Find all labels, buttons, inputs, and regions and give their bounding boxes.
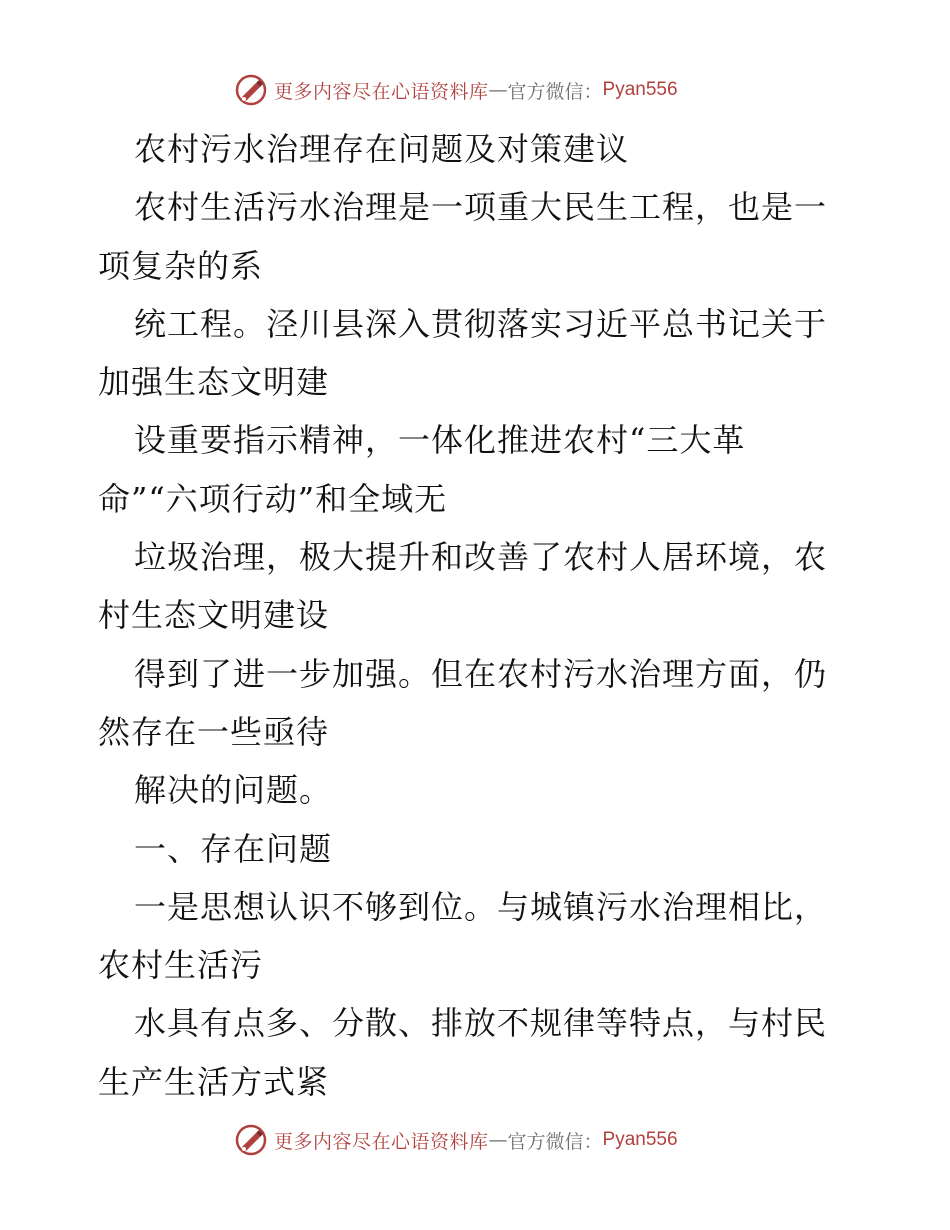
banner-wechat-label: 官方微信： xyxy=(507,80,603,103)
doc-line: 解决的问题。 xyxy=(134,771,333,810)
banner-wechat-id: Pyan556 xyxy=(602,1129,678,1150)
pen-logo-icon xyxy=(234,73,268,107)
document-body xyxy=(98,120,858,1111)
doc-line: 设重要指示精神，一体化推进农村“三大革 xyxy=(134,421,746,460)
doc-line: 村生态文明建设 xyxy=(98,596,330,635)
header-banner xyxy=(234,72,678,108)
banner-brand: 更多内容尽在心语资料库 xyxy=(274,80,489,103)
doc-line: 垃圾治理，极大提升和改善了农村人居环境，农 xyxy=(134,538,828,577)
doc-line: 水具有点多、分散、排放不规律等特点，与村民 xyxy=(134,1004,828,1043)
doc-line: 农村生活污水治理是一项重大民生工程，也是一 xyxy=(134,188,828,227)
doc-line: 得到了进一步加强。但在农村污水治理方面，仍 xyxy=(134,654,828,693)
doc-line: 命”“六项行动”和全域无 xyxy=(98,479,448,518)
pen-logo-icon xyxy=(234,1123,268,1157)
footer-banner xyxy=(234,1122,678,1158)
doc-line: 生产生活方式紧 xyxy=(98,1062,330,1101)
banner-wechat-id: Pyan556 xyxy=(602,79,678,100)
doc-line: 项复杂的系 xyxy=(98,246,264,285)
doc-title: 农村污水治理存在问题及对策建议 xyxy=(134,130,630,168)
doc-line: 统工程。泾川县深入贯彻落实习近平总书记关于 xyxy=(134,304,828,343)
doc-line: 一是思想认识不够到位。与城镇污水治理相比， xyxy=(134,887,828,926)
banner-dash: — xyxy=(488,79,508,101)
section-heading: 一、存在问题 xyxy=(134,829,333,868)
doc-line: 农村生活污 xyxy=(98,946,264,985)
banner-dash: — xyxy=(488,1129,508,1151)
doc-line: 加强生态文明建 xyxy=(98,363,330,402)
doc-line: 然存在一些亟待 xyxy=(98,712,330,751)
banner-wechat-label: 官方微信： xyxy=(507,1130,603,1153)
banner-brand: 更多内容尽在心语资料库 xyxy=(274,1130,489,1153)
